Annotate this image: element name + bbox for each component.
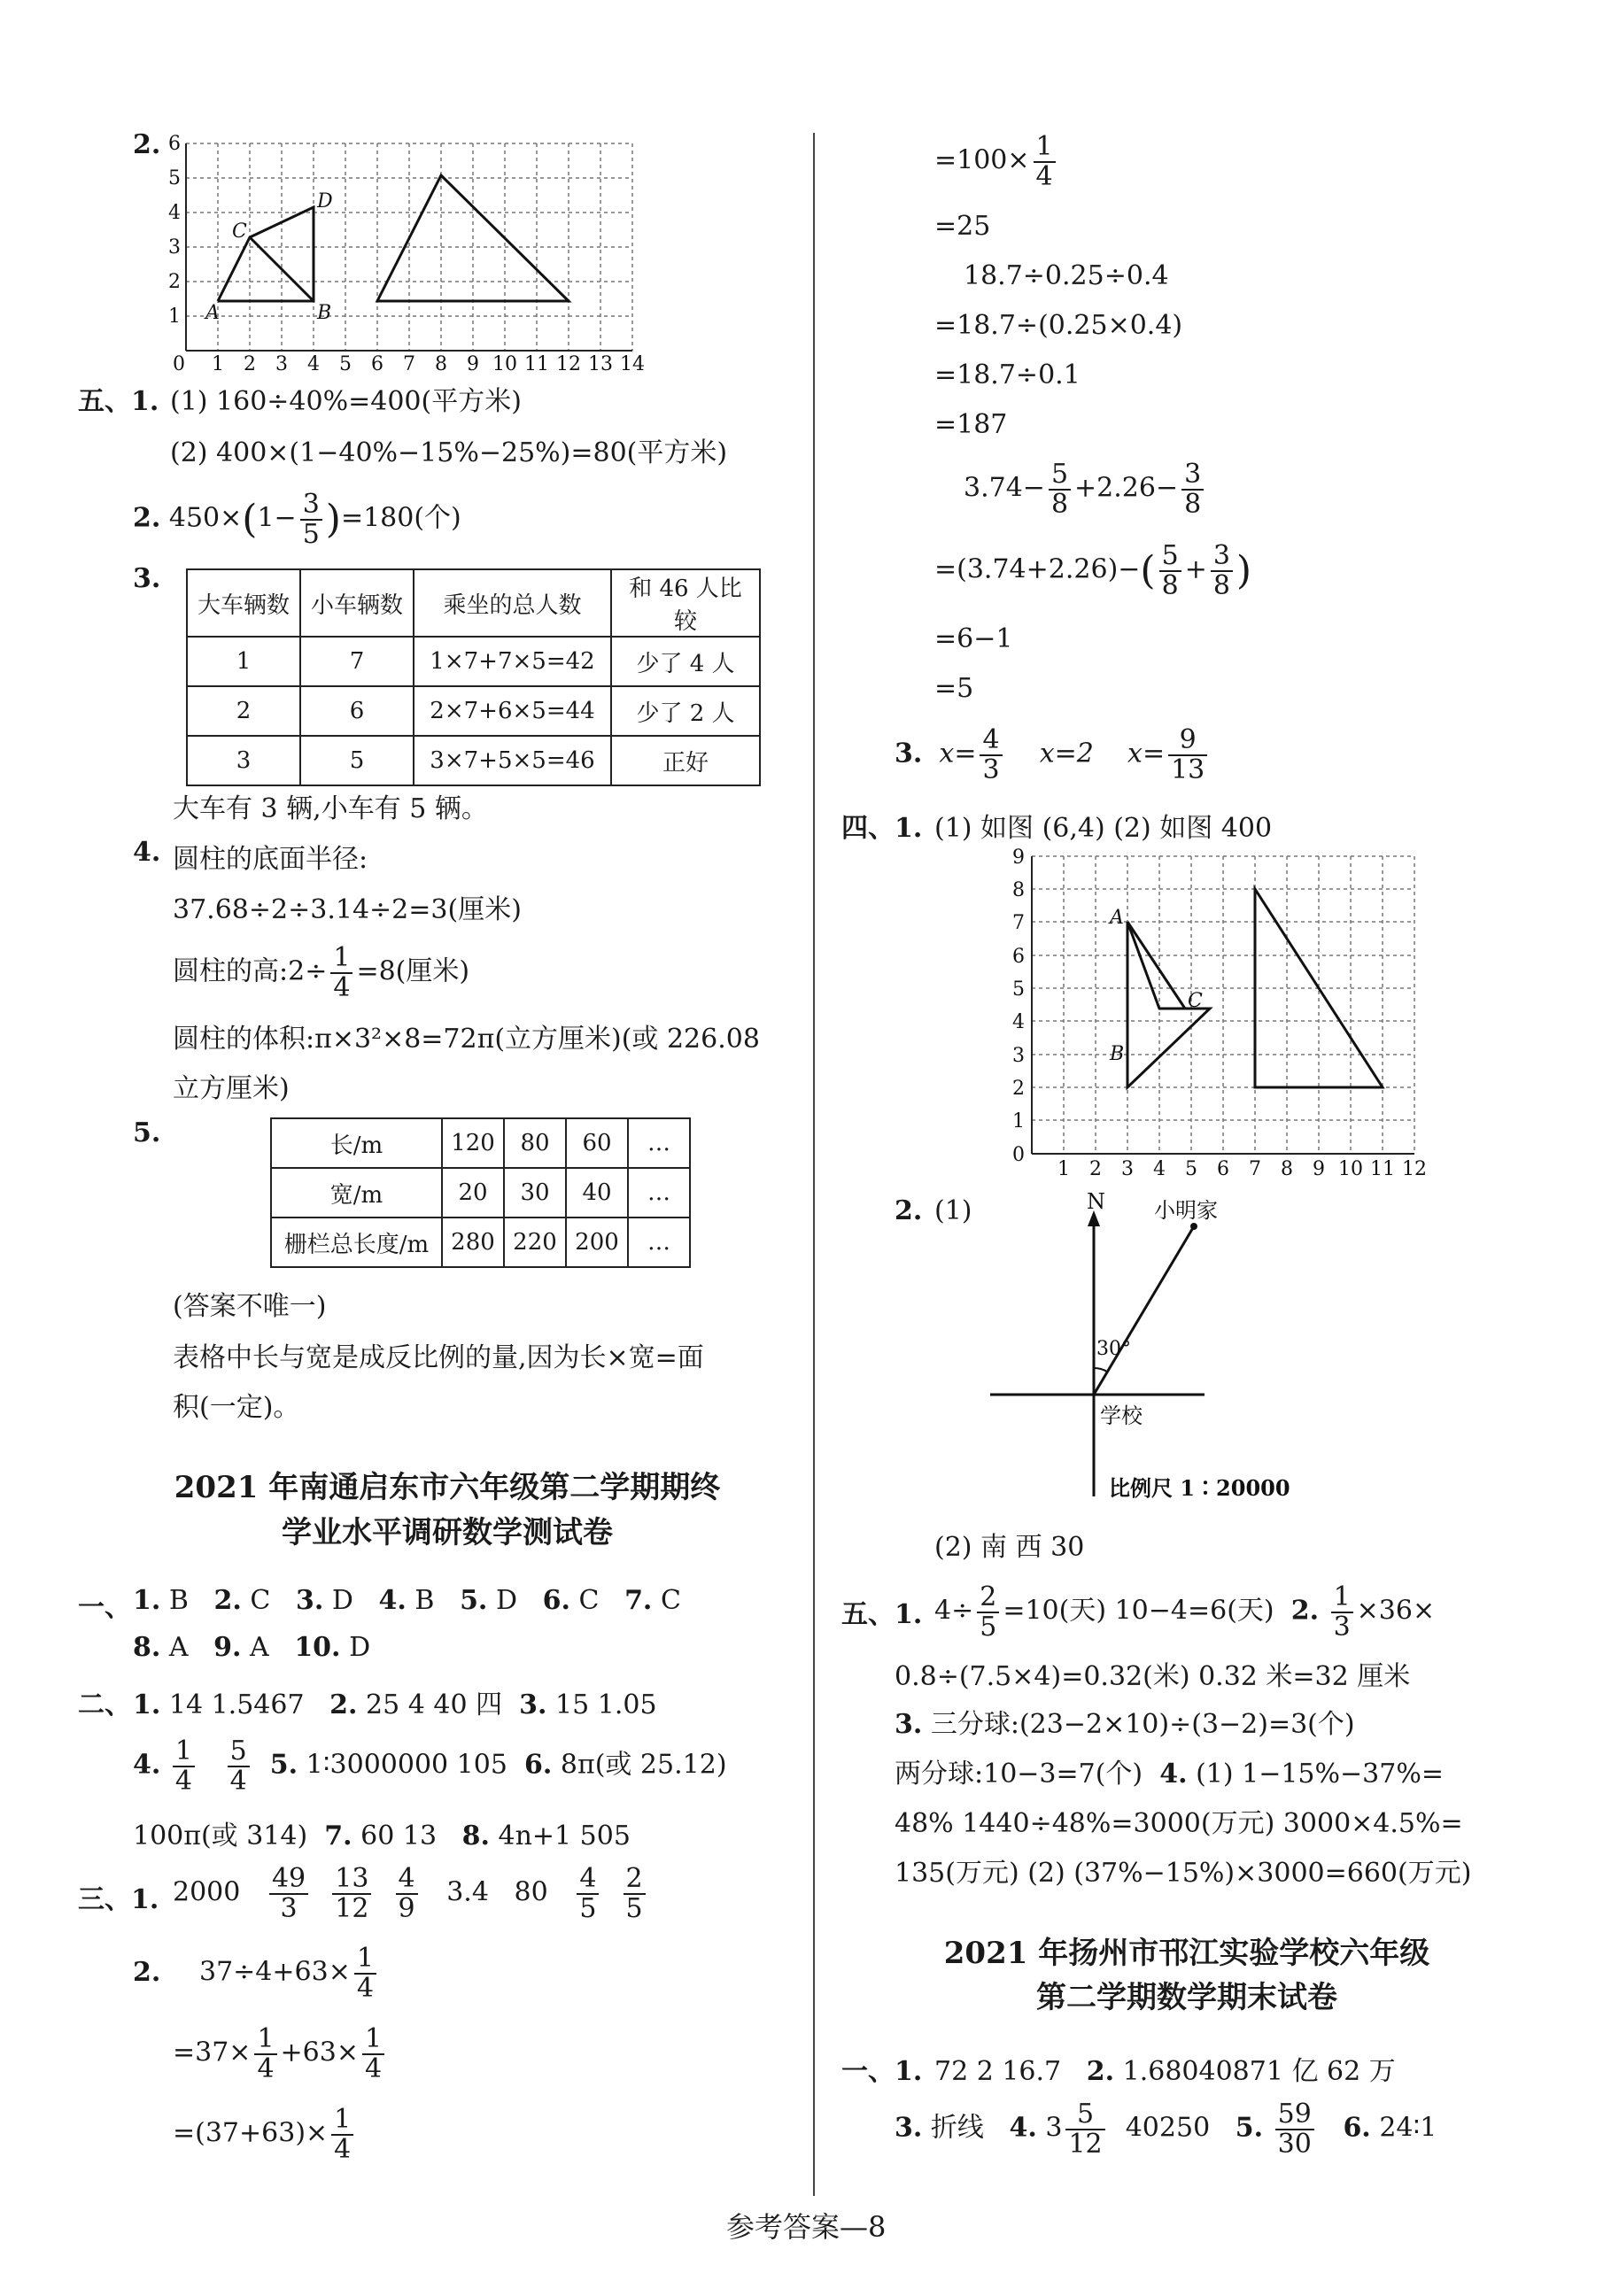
y-tick: 1: [168, 305, 181, 328]
x-tick: 5: [1185, 1158, 1197, 1180]
y-tick: 4: [168, 202, 181, 224]
wu2-line6: 135(万元) (2) (37%−15%)×3000=660(万元): [895, 1858, 1472, 1889]
point-label-b: B: [1110, 1043, 1125, 1065]
wu2-line1: 4÷ $\frac{2}{5}$ =10(天) 10−4=6(天) 2. $\frac{1}{3}$ ×36×: [934, 1581, 1436, 1643]
table-cell: 3: [187, 736, 300, 785]
y-tick: 3: [168, 236, 181, 259]
point-label-a: A: [205, 302, 220, 324]
x-tick: 7: [403, 353, 415, 372]
y-tick: 6: [168, 133, 181, 155]
table-cell: 正好: [611, 736, 760, 785]
table-header: 大车辆数: [187, 569, 300, 637]
x-tick: 2: [1089, 1158, 1102, 1180]
er-line1: 1. 14 1.5467 2. 25 4 40 四 3. 15 1.05: [133, 1689, 657, 1720]
wu2-line4: 两分球:10−3=7(个) 4. (1) 1−15%−37%=: [895, 1759, 1444, 1790]
table-cell: 80: [504, 1118, 566, 1168]
san-q3-line: 3. x= $\frac{4}{3}$ x=2 x= $\frac{9}{13}$: [895, 726, 1211, 784]
x-tick: 10: [1338, 1158, 1363, 1180]
wu-q4-line5: 立方厘米): [173, 1073, 290, 1104]
calc-line-5: =18.7÷0.1: [934, 359, 1081, 390]
grid-figure-2: [996, 846, 1444, 1182]
table-cell: …: [628, 1218, 690, 1267]
x-tick: 6: [1217, 1158, 1229, 1180]
calc-line-9: =6−1: [934, 623, 1013, 654]
table-cell: 20: [442, 1168, 504, 1218]
x-tick: 11: [524, 353, 549, 372]
point-label-c: C: [1188, 990, 1203, 1012]
calc-line-2: =25: [934, 211, 991, 242]
wu-q3-number: 3.: [133, 563, 161, 594]
er-label: 二、: [78, 1689, 131, 1720]
y-tick: 6: [1012, 946, 1025, 968]
point-label-b: B: [317, 302, 332, 324]
page-footer: 参考答案—8: [726, 2210, 887, 2244]
san-q2-number: 2.: [133, 1957, 161, 1988]
point-label-c: C: [232, 220, 247, 243]
x-tick: 1: [1057, 1158, 1070, 1180]
wu-q4-number: 4.: [133, 837, 161, 868]
table-cell: 200: [566, 1218, 628, 1267]
question-2-number: 2.: [133, 129, 161, 160]
wu2-line5: 48% 1440÷48%=3000(万元) 3000×4.5%=: [895, 1808, 1463, 1839]
x-tick: 12: [556, 353, 581, 372]
y-tick: 7: [1012, 912, 1025, 934]
san-expr-1: 37÷4+63× $\frac{1}{4}$: [199, 1944, 380, 2002]
wu-q2: 2. 450×(1− $\frac{3}{5}$ )=180(个): [133, 489, 461, 550]
table-cell: 40: [566, 1168, 628, 1218]
x-tick: 8: [435, 353, 447, 372]
x-tick: 4: [1153, 1158, 1166, 1180]
si-q2-answer: (2) 南 西 30: [934, 1532, 1085, 1563]
x-tick: 3: [1121, 1158, 1134, 1180]
x-tick: 9: [1313, 1158, 1325, 1180]
wu2-label: 五、1.: [841, 1599, 923, 1630]
wu-q1-part2: (2) 400×(1−40%−15%−25%)=80(平方米): [170, 437, 728, 468]
y-tick: 5: [1012, 978, 1025, 1001]
yi2-label: 一、1.: [841, 2056, 923, 2087]
y-tick: 0: [1012, 1144, 1025, 1166]
table-cell: 宽/m: [271, 1168, 442, 1218]
section-title-yangzhou-1: 2021 年扬州市邗江实验学校六年级: [943, 1936, 1430, 1971]
table-cell: 少了 2 人: [611, 686, 760, 736]
wu-q3-answer: 大车有 3 辆,小车有 5 辆。: [173, 793, 488, 824]
yi-line1: 1. B 2. C 3. D 4. B 5. D 6. C 7. C: [133, 1585, 681, 1616]
table-cell: …: [628, 1118, 690, 1168]
x-tick: 11: [1370, 1158, 1395, 1180]
grid-figure-1: [168, 133, 664, 372]
table-cell: 少了 4 人: [611, 637, 760, 686]
wu-q5-explain-2: 积(一定)。: [173, 1392, 300, 1423]
san-line1: 2000 $\frac{49}{3}$ $\frac{13}{12}$ $\frac{4}{9}$ 3.4 80 $\frac{4}{5}$ $\frac{2}{5}$: [173, 1865, 649, 1922]
table-cell: 3×7+5×5=46: [414, 736, 611, 785]
calc-line-8: =(3.74+2.26)−( $\frac{5}{8}$ + $\frac{3}{8}$ ): [934, 540, 1252, 601]
compass-scale-label: 比例尺 1∶20000: [1109, 1475, 1290, 1501]
table-header: 乘坐的总人数: [414, 569, 611, 637]
calc-line-4: =18.7÷(0.25×0.4): [934, 310, 1183, 341]
table-cell: 2: [187, 686, 300, 736]
wu-q4-line2: 37.68÷2÷3.14÷2=3(厘米): [173, 894, 522, 925]
wu-q4-line1: 圆柱的底面半径:: [173, 844, 368, 875]
calc-line-10: =5: [934, 673, 974, 704]
table-cell: 7: [300, 637, 414, 686]
point-label-a: A: [1110, 907, 1124, 929]
er-line2: 4. $\frac{1}{4}$ $\frac{5}{4}$ 5. 1∶3000000 105 6. 8π(或 25.12): [133, 1736, 727, 1797]
x-tick: 3: [275, 353, 288, 372]
san-label: 三、1.: [78, 1884, 159, 1915]
table-cell: 60: [566, 1118, 628, 1168]
yi-label: 一、: [78, 1592, 131, 1623]
x-tick: 7: [1249, 1158, 1261, 1180]
yi-line2: 8. A 9. A 10. D: [133, 1632, 371, 1663]
y-tick: 1: [1012, 1110, 1025, 1133]
x-tick: 4: [307, 353, 320, 372]
y-tick: 5: [168, 167, 181, 189]
table-header: 和 46 人比较: [611, 569, 760, 637]
san-expr-2: =37× $\frac{1}{4}$ +63× $\frac{1}{4}$: [173, 2025, 388, 2083]
x-tick: 10: [492, 353, 517, 372]
wu-q1-part1: (1) 160÷40%=400(平方米): [170, 386, 522, 417]
compass-school-label: 学校: [1100, 1403, 1143, 1428]
calc-line-3: 18.7÷0.25÷0.4: [964, 260, 1169, 291]
table-cell: 6: [300, 686, 414, 736]
table-cell: 280: [442, 1218, 504, 1267]
x-tick: 14: [620, 353, 645, 372]
column-divider: [813, 133, 815, 2196]
table-cell: 1×7+7×5=42: [414, 637, 611, 686]
calc-line-1: =100× $\frac{1}{4}$: [934, 133, 1059, 190]
si-label: 四、1.: [841, 813, 923, 844]
section-title-yangzhou-2: 第二学期数学期末试卷: [1036, 1980, 1337, 2015]
section-wu-label: 五、1.: [78, 386, 159, 417]
table-cell: 1: [187, 637, 300, 686]
table-cell: 5: [300, 736, 414, 785]
y-tick: 9: [1012, 847, 1025, 869]
fence-table: [270, 1117, 691, 1268]
er-line3: 100π(或 314) 7. 60 13 8. 4n+1 505: [133, 1821, 631, 1851]
wu-q5-explain-1: 表格中长与宽是成反比例的量,因为长×宽=面: [173, 1342, 704, 1373]
table-cell: 30: [504, 1168, 566, 1218]
wu2-line2: 0.8÷(7.5×4)=0.32(米) 0.32 米=32 厘米: [895, 1661, 1411, 1692]
si-q2-number: 2.: [895, 1195, 923, 1226]
calc-line-6: =187: [934, 409, 1008, 440]
table-cell: …: [628, 1168, 690, 1218]
y-tick: 8: [1012, 879, 1025, 901]
yi2-line1: 72 2 16.7 2. 1.68040871 亿 62 万: [934, 2056, 1396, 2087]
compass-angle-label: 30°: [1096, 1338, 1131, 1360]
x-tick: 0: [173, 353, 185, 372]
x-tick: 13: [588, 353, 613, 372]
compass-diagram: [974, 1191, 1346, 1519]
y-tick: 4: [1012, 1011, 1025, 1033]
compass-home-label: 小明家: [1154, 1198, 1218, 1223]
table-header: 小车辆数: [300, 569, 414, 637]
table-cell: 2×7+6×5=44: [414, 686, 611, 736]
yi2-line2: 3. 折线 4. 3 $\frac{5}{12}$ 40250 5. $\frac{59}{30}$ 6. 24∶1: [895, 2099, 1437, 2160]
wu-q5-note: (答案不唯一): [173, 1291, 327, 1322]
y-tick: 2: [1012, 1078, 1025, 1100]
x-tick: 8: [1281, 1158, 1293, 1180]
x-tick: 5: [339, 353, 352, 372]
table-cell: 120: [442, 1118, 504, 1168]
x-tick: 2: [244, 353, 256, 372]
y-tick: 3: [1012, 1045, 1025, 1067]
x-tick: 6: [371, 353, 383, 372]
table-cell: 220: [504, 1218, 566, 1267]
wu-q5-number: 5.: [133, 1117, 161, 1148]
calc-line-7: 3.74− $\frac{5}{8}$ +2.26− $\frac{3}{8}$: [964, 460, 1207, 518]
x-tick: 1: [212, 353, 224, 372]
si-q2-sub: (1): [934, 1195, 972, 1226]
y-tick: 2: [168, 271, 181, 293]
table-cell: 长/m: [271, 1118, 442, 1168]
wu-q4-line4: 圆柱的体积:π×3²×8=72π(立方厘米)(或 226.08: [173, 1024, 760, 1055]
table-cell: 栅栏总长度/m: [271, 1218, 442, 1267]
x-tick: 9: [467, 353, 479, 372]
wu2-line3: 3. 三分球:(23−2×10)÷(3−2)=3(个): [895, 1709, 1355, 1740]
san-expr-3: =(37+63)× $\frac{1}{4}$: [173, 2106, 357, 2163]
vehicle-table: [186, 568, 761, 786]
section-title-nantong-2: 学业水平调研数学测试卷: [282, 1515, 613, 1550]
section-title-nantong-1: 2021 年南通启东市六年级第二学期期终: [174, 1470, 721, 1505]
x-tick: 12: [1402, 1158, 1427, 1180]
si-answer-1: (1) 如图 (6,4) (2) 如图 400: [934, 813, 1273, 844]
point-label-d: D: [317, 190, 333, 213]
compass-north-label: N: [1087, 1191, 1105, 1214]
wu-q4-line3: 圆柱的高:2÷ $\frac{1}{4}$ =8(厘米): [173, 942, 470, 1003]
